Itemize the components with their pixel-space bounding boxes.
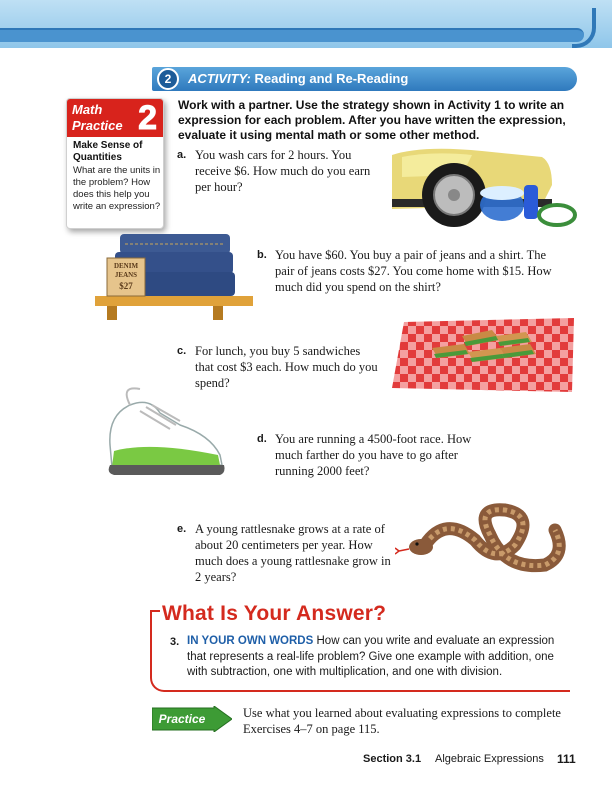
problem-b	[257, 247, 560, 295]
math-practice-number: 2	[138, 99, 157, 137]
shoe-sole	[109, 465, 225, 475]
hub-center	[448, 189, 460, 201]
snake-tongue	[395, 548, 409, 554]
in-your-own-words-label: IN YOUR OWN WORDS	[187, 635, 314, 647]
garden-hose	[539, 205, 575, 225]
math-practice-header	[67, 99, 163, 137]
question-3-text: How can you write and evaluate an expression that represents a real-life problem? Give one example with addition, one with subtraction, one with multiplication, and one with division.	[187, 635, 555, 678]
question-3	[187, 634, 572, 681]
rattlesnake-illustration	[395, 495, 570, 590]
problem-label: a.	[177, 149, 187, 161]
price-tag-price: $27	[119, 281, 133, 291]
activity-title-text: Reading and Re-Reading	[254, 71, 409, 86]
practice-label: Practice	[158, 712, 206, 726]
page-number: 111	[557, 752, 576, 766]
footer-section-title: Algebraic Expressions	[435, 753, 544, 765]
math-practice-subtitle: Make Sense of Quantities	[73, 140, 143, 163]
problem-text: You have $60. You buy a pair of jeans and a shirt. The pair of jeans costs $27. You come home with $15. How much did you spend on the shirt?	[275, 248, 552, 294]
answer-section-heading: What Is Your Answer?	[162, 602, 387, 625]
jeans-shelf-illustration	[95, 230, 255, 330]
problem-d	[257, 431, 475, 479]
soap-bottle	[524, 185, 538, 219]
math-practice-question: What are the units in the problem? How does this help you write an expression?	[73, 165, 161, 212]
activity-keyword: ACTIVITY:	[188, 71, 251, 86]
problem-text: You are running a 4500-foot race. How much farther do you have to go after running 2000 feet?	[275, 432, 472, 478]
header-bar	[0, 28, 584, 42]
activity-number: 2	[157, 68, 179, 90]
problem-label: b.	[257, 249, 267, 261]
picnic-sandwiches-illustration	[392, 318, 574, 392]
activity-title	[188, 71, 408, 86]
problem-text: You wash cars for 2 hours. You receive $6. How much do you earn per hour?	[195, 148, 371, 194]
math-practice-box	[66, 98, 164, 229]
header-curl	[572, 8, 596, 48]
problem-label: d.	[257, 433, 267, 445]
shelf-bracket-left	[107, 306, 117, 320]
frame-tick	[150, 610, 160, 612]
page-header-band	[0, 0, 612, 48]
soap-suds	[480, 186, 524, 200]
problem-e	[177, 521, 395, 585]
price-tag-line1: DENIM	[113, 262, 139, 270]
question-number: 3.	[170, 636, 180, 648]
problem-text: A young rattlesnake grows at a rate of about 20 centimeters per year. How much does a young rattlesnake grow in 2 years?	[195, 522, 391, 584]
problem-c	[177, 343, 380, 391]
math-practice-label-line1: Math	[72, 102, 103, 117]
footer-section-number: Section 3.1	[363, 753, 422, 765]
snake-eye	[415, 542, 418, 545]
problem-a	[177, 147, 385, 195]
practice-arrow	[152, 706, 232, 732]
wooden-shelf	[95, 296, 253, 306]
problem-text: For lunch, you buy 5 sandwiches that cost $3 each. How much do you spend?	[195, 344, 378, 390]
problem-label: c.	[177, 345, 187, 357]
activity-instructions: Work with a partner. Use the strategy shown in Activity 1 to write an expression for each problem. After you have written the expression, evaluate it using mental math or some other method.	[178, 98, 566, 142]
price-tag-line2: JEANS	[114, 271, 138, 279]
car-wash-illustration	[392, 145, 577, 230]
problem-label: e.	[177, 523, 187, 535]
shelf-bracket-right	[213, 306, 223, 320]
running-shoe-illustration	[100, 385, 235, 480]
snake-body	[425, 510, 559, 566]
practice-text: Use what you learned about evaluating expressions to complete Exercises 4–7 on page 115.	[243, 706, 561, 736]
math-practice-label-line2: Practice	[72, 118, 123, 133]
snake-head	[409, 539, 433, 555]
